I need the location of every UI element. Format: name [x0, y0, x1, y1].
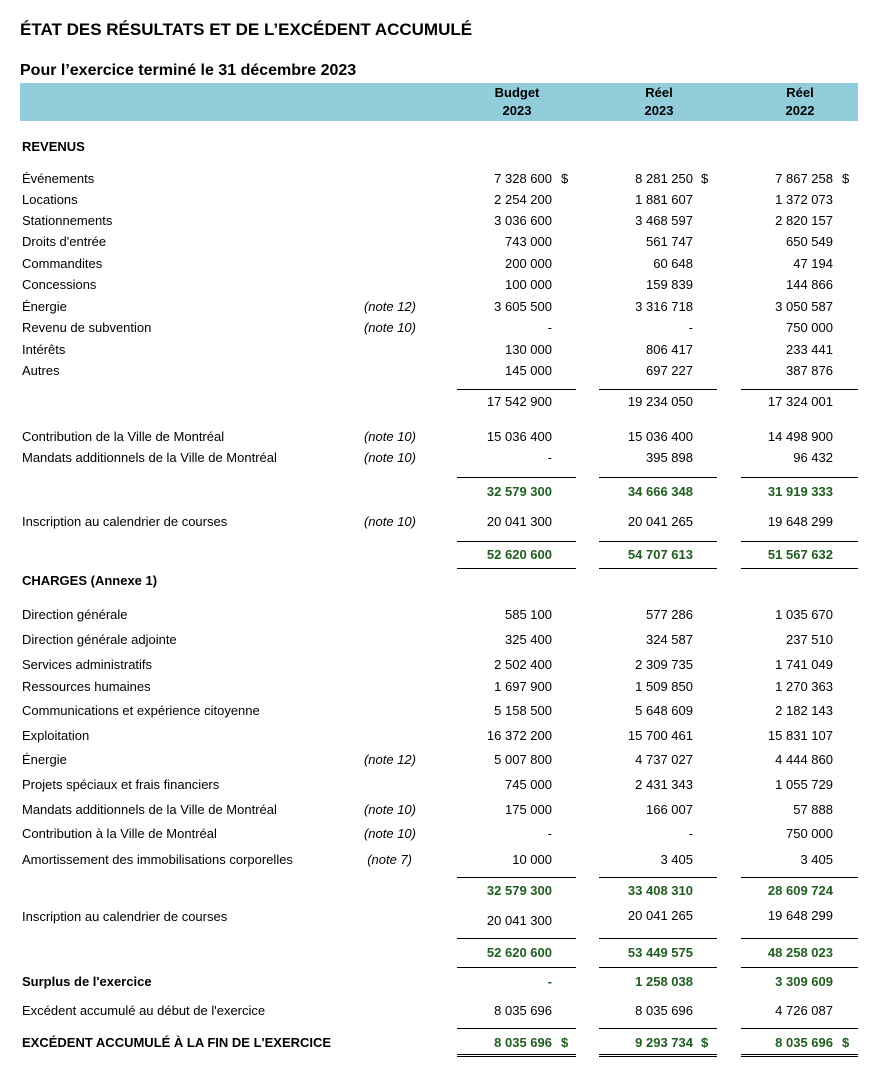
- value-budget-2023: 10 000: [512, 852, 552, 867]
- column-header-line1: Réel: [786, 85, 814, 100]
- value-reel-2023: 9 293 734: [635, 1035, 693, 1050]
- row-note: (note 7): [367, 852, 412, 867]
- value-reel-2022: 19 648 299: [767, 514, 833, 529]
- row-label: Inscription au calendrier de courses: [22, 514, 228, 529]
- row-label: Communications et expérience citoyenne: [22, 703, 260, 718]
- subtotal-rule: [741, 1028, 858, 1029]
- row-label: Surplus de l'exercice: [22, 974, 152, 989]
- subtotal-rule: [599, 477, 717, 478]
- value-budget-2023: 52 620 600: [486, 547, 552, 562]
- value-budget-2023: 5 007 800: [494, 752, 552, 767]
- value-reel-2022: 1 055 729: [775, 777, 833, 792]
- subtotal-rule: [741, 389, 858, 390]
- value-budget-2023: -: [547, 974, 552, 989]
- currency-sign: $: [701, 171, 709, 186]
- value-budget-2023: 3 605 500: [494, 299, 552, 314]
- row-label: Droits d'entrée: [22, 234, 107, 249]
- value-reel-2023: -: [688, 320, 693, 335]
- row-label: Amortissement des immobilisations corporelles: [22, 852, 293, 867]
- row-label: Direction générale adjointe: [22, 632, 177, 647]
- value-budget-2023: 130 000: [505, 342, 552, 357]
- row-label: Énergie: [22, 299, 67, 314]
- subtotal-rule: [599, 1028, 717, 1029]
- value-reel-2023: 3 468 597: [635, 213, 693, 228]
- row-label: Mandats additionnels de la Ville de Montréal: [22, 802, 277, 817]
- subtotal-rule: [599, 967, 717, 968]
- value-budget-2023: 32 579 300: [486, 883, 552, 898]
- double-underline-rule: [741, 1054, 858, 1060]
- subtotal-rule: [741, 877, 858, 878]
- value-reel-2023: 1 258 038: [635, 974, 693, 989]
- value-reel-2023: 3 405: [660, 852, 693, 867]
- value-reel-2023: -: [688, 826, 693, 841]
- value-budget-2023: 743 000: [505, 234, 552, 249]
- value-budget-2023: 20 041 300: [486, 913, 552, 928]
- value-reel-2023: 697 227: [646, 363, 693, 378]
- value-budget-2023: 8 035 696: [494, 1003, 552, 1018]
- value-reel-2022: 1 372 073: [775, 192, 833, 207]
- row-label: Ressources humaines: [22, 679, 151, 694]
- row-label: Inscription au calendrier de courses: [22, 909, 228, 924]
- row-label: Commandites: [22, 256, 103, 271]
- row-label: Autres: [22, 363, 60, 378]
- column-header-line1: Réel: [645, 85, 673, 100]
- row-label: EXCÉDENT ACCUMULÉ À LA FIN DE L'EXERCICE: [22, 1035, 332, 1050]
- value-reel-2023: 561 747: [646, 234, 693, 249]
- column-header-band: [20, 83, 858, 121]
- value-reel-2023: 19 234 050: [627, 394, 693, 409]
- row-label: Intérêts: [22, 342, 66, 357]
- column-header-line2: 2022: [785, 103, 815, 118]
- value-reel-2022: 96 432: [793, 450, 833, 465]
- value-reel-2023: 4 737 027: [635, 752, 693, 767]
- column-header-reel-2023: [599, 84, 719, 120]
- value-budget-2023: 7 328 600: [494, 171, 552, 186]
- value-reel-2022: 31 919 333: [767, 484, 833, 499]
- value-reel-2022: 233 441: [786, 342, 833, 357]
- subtotal-rule: [457, 541, 576, 542]
- subtotal-rule: [741, 477, 858, 478]
- column-header-reel-2022: [740, 84, 860, 120]
- subtotal-rule: [599, 389, 717, 390]
- row-note: (note 10): [363, 802, 416, 817]
- subtotal-rule: [599, 877, 717, 878]
- value-budget-2023: 17 542 900: [486, 394, 552, 409]
- value-budget-2023: 745 000: [505, 777, 552, 792]
- row-label: Contribution de la Ville de Montréal: [22, 429, 225, 444]
- row-label: Mandats additionnels de la Ville de Montréal: [22, 450, 277, 465]
- value-reel-2022: 4 444 860: [775, 752, 833, 767]
- statement-title: ÉTAT DES RÉSULTATS ET DE L’EXCÉDENT ACCUMULÉ: [20, 20, 473, 39]
- row-label: Revenu de subvention: [22, 320, 152, 335]
- double-underline-rule: [599, 1054, 717, 1060]
- value-reel-2023: 8 035 696: [635, 1003, 693, 1018]
- subtotal-rule: [599, 568, 717, 569]
- row-label: Excédent accumulé au début de l'exercice: [22, 1003, 266, 1018]
- row-note: (note 10): [363, 429, 416, 444]
- value-budget-2023: -: [547, 450, 552, 465]
- value-reel-2023: 3 316 718: [635, 299, 693, 314]
- subtotal-rule: [457, 389, 576, 390]
- value-reel-2023: 1 509 850: [635, 679, 693, 694]
- row-label: Exploitation: [22, 728, 90, 743]
- row-label: Locations: [22, 192, 78, 207]
- row-label: Événements: [22, 171, 95, 186]
- value-budget-2023: 585 100: [505, 607, 552, 622]
- value-reel-2022: 14 498 900: [767, 429, 833, 444]
- value-reel-2022: 2 182 143: [775, 703, 833, 718]
- value-reel-2022: 4 726 087: [775, 1003, 833, 1018]
- row-label: Concessions: [22, 277, 97, 292]
- value-reel-2023: 166 007: [646, 802, 693, 817]
- value-reel-2023: 159 839: [646, 277, 693, 292]
- value-reel-2022: 237 510: [786, 632, 833, 647]
- column-header-line2: 2023: [644, 103, 674, 118]
- value-reel-2022: 2 820 157: [775, 213, 833, 228]
- value-reel-2023: 577 286: [646, 607, 693, 622]
- value-reel-2022: 28 609 724: [767, 883, 833, 898]
- value-budget-2023: 32 579 300: [486, 484, 552, 499]
- row-note: (note 10): [363, 450, 416, 465]
- row-note: (note 10): [363, 826, 416, 841]
- row-note: (note 10): [363, 320, 416, 335]
- currency-sign: $: [561, 1035, 569, 1050]
- value-reel-2023: 5 648 609: [635, 703, 693, 718]
- value-reel-2023: 15 036 400: [627, 429, 693, 444]
- value-reel-2023: 2 431 343: [635, 777, 693, 792]
- value-reel-2023: 2 309 735: [635, 657, 693, 672]
- value-budget-2023: 3 036 600: [494, 213, 552, 228]
- row-label: Services administratifs: [22, 657, 153, 672]
- currency-sign: $: [561, 171, 569, 186]
- value-budget-2023: -: [547, 826, 552, 841]
- value-budget-2023: 325 400: [505, 632, 552, 647]
- subtotal-rule: [457, 1028, 576, 1029]
- subtotal-rule: [457, 938, 576, 939]
- currency-sign: $: [842, 1035, 850, 1050]
- subtotal-rule: [457, 568, 576, 569]
- value-reel-2022: 1 270 363: [775, 679, 833, 694]
- column-header-budget-2023: [457, 84, 577, 120]
- value-budget-2023: 5 158 500: [494, 703, 552, 718]
- subtotal-rule: [599, 938, 717, 939]
- value-budget-2023: 200 000: [505, 256, 552, 271]
- value-budget-2023: 2 254 200: [494, 192, 552, 207]
- value-reel-2023: 8 281 250: [635, 171, 693, 186]
- currency-sign: $: [842, 171, 850, 186]
- subtotal-rule: [741, 568, 858, 569]
- value-budget-2023: 1 697 900: [494, 679, 552, 694]
- value-reel-2022: 650 549: [786, 234, 833, 249]
- value-budget-2023: 8 035 696: [494, 1035, 552, 1050]
- value-reel-2022: 19 648 299: [767, 908, 833, 923]
- value-reel-2023: 33 408 310: [627, 883, 693, 898]
- value-reel-2022: 48 258 023: [767, 945, 833, 960]
- value-reel-2023: 395 898: [646, 450, 693, 465]
- value-reel-2022: 15 831 107: [767, 728, 833, 743]
- currency-sign: $: [701, 1035, 709, 1050]
- value-budget-2023: 15 036 400: [486, 429, 552, 444]
- row-label: Projets spéciaux et frais financiers: [22, 777, 220, 792]
- value-reel-2023: 34 666 348: [627, 484, 693, 499]
- value-budget-2023: -: [547, 320, 552, 335]
- value-budget-2023: 16 372 200: [486, 728, 552, 743]
- value-reel-2023: 324 587: [646, 632, 693, 647]
- statement-subtitle: Pour l’exercice terminé le 31 décembre 2023: [20, 62, 357, 79]
- section-heading-revenus: REVENUS: [22, 139, 85, 154]
- subtotal-rule: [741, 541, 858, 542]
- row-note: (note 12): [363, 752, 416, 767]
- value-reel-2022: 8 035 696: [775, 1035, 833, 1050]
- value-reel-2022: 47 194: [793, 256, 833, 271]
- subtotal-rule: [457, 877, 576, 878]
- row-note: (note 12): [363, 299, 416, 314]
- value-reel-2022: 7 867 258: [775, 171, 833, 186]
- value-reel-2023: 54 707 613: [627, 547, 693, 562]
- value-budget-2023: 52 620 600: [486, 945, 552, 960]
- value-reel-2022: 3 050 587: [775, 299, 833, 314]
- value-reel-2023: 1 881 607: [635, 192, 693, 207]
- row-label: Énergie: [22, 752, 67, 767]
- value-reel-2022: 1 741 049: [775, 657, 833, 672]
- subtotal-rule: [741, 938, 858, 939]
- value-reel-2023: 53 449 575: [627, 945, 693, 960]
- value-reel-2022: 57 888: [793, 802, 833, 817]
- value-budget-2023: 20 041 300: [486, 514, 552, 529]
- value-reel-2023: 20 041 265: [627, 514, 693, 529]
- column-header-line1: Budget: [494, 85, 540, 100]
- row-label: Stationnements: [22, 213, 113, 228]
- row-label: Contribution à la Ville de Montréal: [22, 826, 217, 841]
- value-budget-2023: 100 000: [505, 277, 552, 292]
- value-reel-2022: 387 876: [786, 363, 833, 378]
- value-reel-2023: 806 417: [646, 342, 693, 357]
- double-underline-rule: [457, 1054, 576, 1060]
- value-budget-2023: 2 502 400: [494, 657, 552, 672]
- value-reel-2022: 3 309 609: [775, 974, 833, 989]
- value-reel-2022: 750 000: [786, 826, 833, 841]
- column-header-line2: 2023: [502, 103, 532, 118]
- value-reel-2022: 3 405: [800, 852, 833, 867]
- value-reel-2022: 750 000: [786, 320, 833, 335]
- subtotal-rule: [457, 477, 576, 478]
- subtotal-rule: [457, 967, 576, 968]
- value-budget-2023: 175 000: [505, 802, 552, 817]
- subtotal-rule: [599, 541, 717, 542]
- row-note: (note 10): [363, 514, 416, 529]
- value-reel-2022: 17 324 001: [767, 394, 833, 409]
- value-budget-2023: 145 000: [505, 363, 552, 378]
- value-reel-2022: 144 866: [786, 277, 833, 292]
- value-reel-2022: 51 567 632: [767, 547, 833, 562]
- value-reel-2022: 1 035 670: [775, 607, 833, 622]
- section-heading-charges: CHARGES (Annexe 1): [22, 573, 158, 588]
- row-label: Direction générale: [22, 607, 128, 622]
- subtotal-rule: [741, 967, 858, 968]
- value-reel-2023: 15 700 461: [627, 728, 693, 743]
- value-reel-2023: 20 041 265: [627, 908, 693, 923]
- value-reel-2023: 60 648: [653, 256, 693, 271]
